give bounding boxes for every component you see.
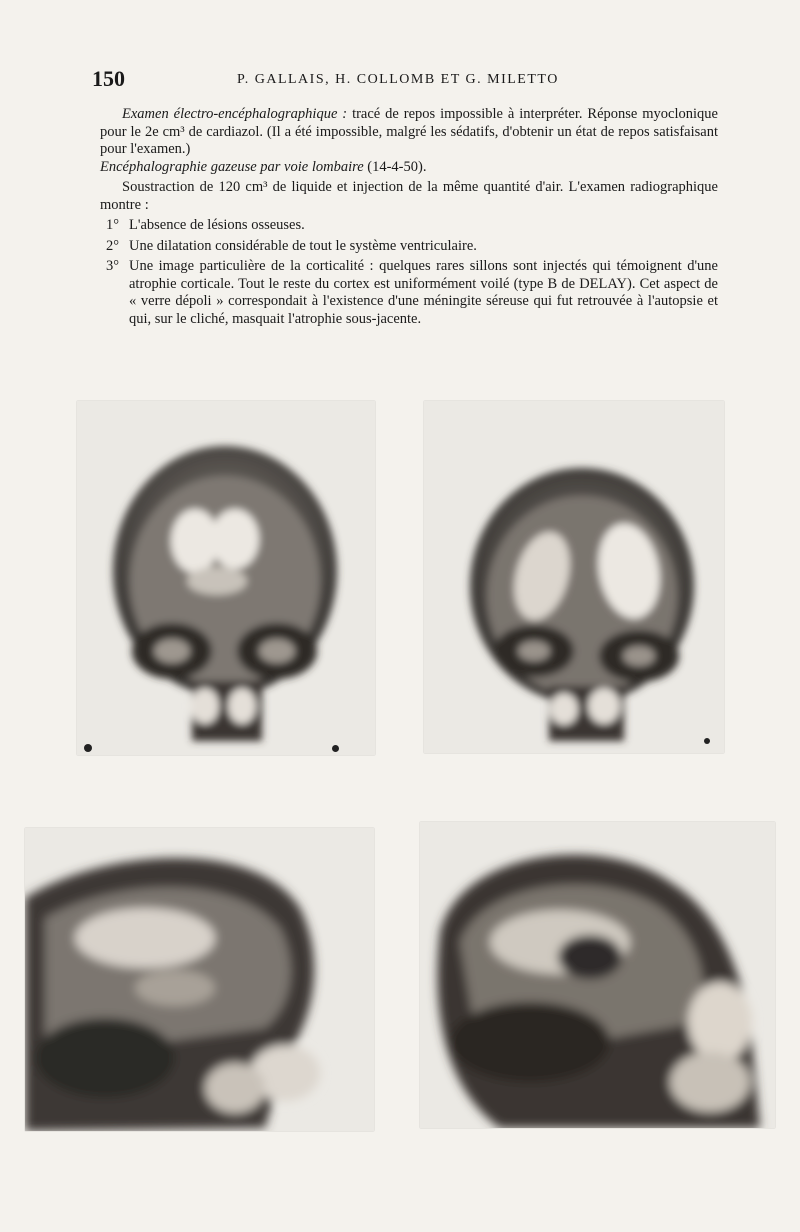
running-head: P. GALLAIS, H. COLLOMB ET G. MILETTO (237, 72, 559, 87)
frontal-skull-image (77, 401, 375, 755)
frontal-skull-image (424, 401, 724, 753)
page-number: 150 (92, 66, 125, 91)
encephalography-date: (14-4-50). (363, 158, 427, 175)
radiograph-frontal-1 (77, 401, 375, 755)
finding-number: 3° (106, 258, 120, 274)
page-header (92, 66, 740, 96)
eeg-label: Examen électro-encéphalographique : (122, 106, 348, 122)
lateral-skull-image (25, 828, 374, 1131)
finding-item-2 (100, 238, 718, 256)
dust-speck (84, 744, 92, 752)
eeg-body: tracé de repos impossible à interpréter. Réponse myoclonique pour le 2e cm³ de cardiazol. (Il a été impossible, malgré les sédatifs, d'obtenir un état de repos satisfaisant pour l'examen.) (100, 106, 718, 157)
radiograph-lateral-1 (25, 828, 374, 1131)
finding-item-1 (100, 217, 718, 235)
radiograph-lateral-2 (420, 822, 775, 1128)
finding-text: Une image particulière de la corticalité : quelques rares sillons sont injectés qui témoignent d'une atrophie corticale. Tout le reste du cortex est uniformément voilé (type B de DELAY). Cet aspect de « verre dépoli » correspondait à l'existence d'une méningite séreuse qui fut retrouvée à l'autopsie et qui, sur le cliché, masquait l'atrophie sous-jacente. (129, 258, 718, 327)
radiograph-frontal-2 (424, 401, 724, 753)
eeg-paragraph (100, 106, 718, 159)
finding-text: L'absence de lésions osseuses. (129, 217, 305, 233)
encephalography-heading (100, 159, 718, 177)
finding-text: Une dilatation considérable de tout le système ventriculaire. (129, 237, 477, 254)
encephalography-label: Encéphalographie gazeuse par voie lombaire (100, 158, 364, 175)
finding-number: 2° (106, 237, 120, 254)
finding-number: 1° (106, 217, 120, 233)
body-text (100, 106, 718, 328)
soustraction-paragraph: Soustraction de 120 cm³ de liquide et injection de la même quantité d'air. L'examen radiographique montre : (100, 179, 718, 213)
finding-item-3 (100, 258, 718, 328)
lateral-skull-image (420, 822, 775, 1128)
dust-speck (332, 745, 339, 752)
dust-speck (704, 738, 710, 744)
